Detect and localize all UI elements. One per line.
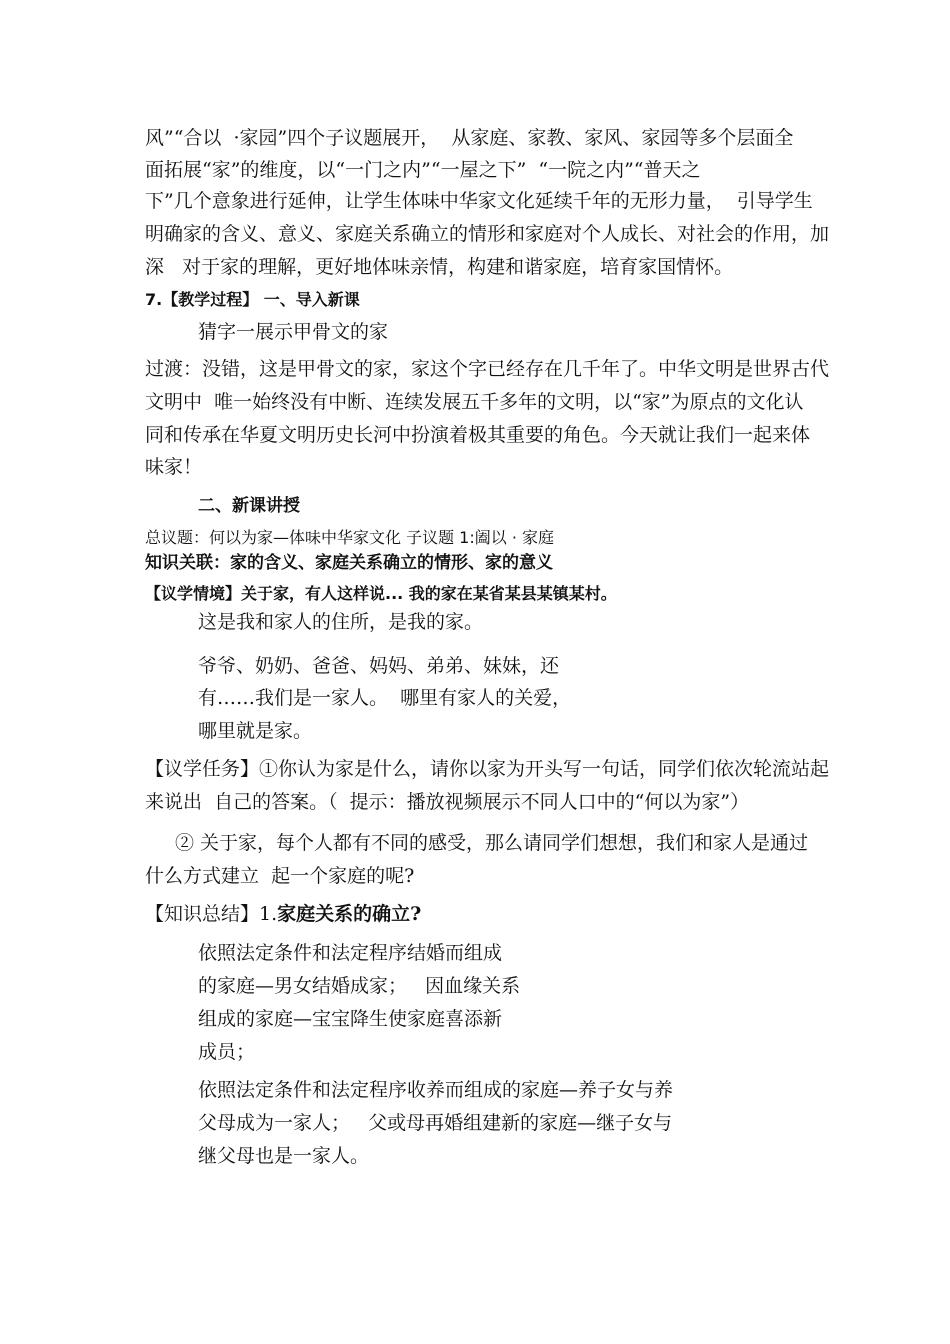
scenario-quote-4: 哪里就是家。 (198, 720, 313, 742)
task2-line-2: 什么方式建立 起一个家庭的呢? (145, 865, 415, 887)
summary-a-line-3: 组成的家庭—宝宝降生使家庭喜添新 (198, 1008, 503, 1030)
scenario-quote-1: 这是我和家人的住所，是我的家。 (198, 611, 484, 633)
task2-line-1: ② 关于家，每个人都有不同的感受，那么请同学们想想，我们和家人是通过 (175, 832, 809, 854)
intro-line-4: 明确家的含义、意义、家庭关系确立的情形和家庭对个人成长、对社会的作用，加 (145, 223, 830, 245)
summary-heading (145, 902, 421, 926)
guess-line: 猜字一展示甲骨文的家 (198, 321, 389, 343)
intro-line-3: 下”几个意象进行延伸，让学生体味中华家文化延续千年的无形力量， 引导学生 (145, 190, 813, 212)
summary-title: 家庭关系的确立? (277, 903, 422, 925)
summary-label: 【知识总结】1. (145, 903, 278, 925)
scenario-quote-3: 有……我们是一家人。 哪里有家人的关爱， (198, 687, 572, 709)
summary-b-line-1: 依照法定条件和法定程序收养而组成的家庭—养子女与养 (198, 1079, 674, 1101)
summary-a-line-2: 的家庭—男女结婚成家； 因血缘关系 (198, 975, 521, 997)
scenario-quote-2: 爷爷、奶奶、爸爸、妈妈、弟弟、妹妹，还 (198, 655, 560, 677)
intro-line-2: 面拓展“家”的维度，以“一门之内”“一屋之下” “一院之内”“普天之 (145, 159, 701, 181)
transition-line-2: 文明中 唯一始终没有中断、连续发展五千多年的文明，以“家”为原点的文化认 (145, 391, 804, 413)
transition-line-3: 同和传承在华夏文明历史长河中扮演着极其重要的角色。今天就让我们一起来体 (145, 424, 811, 446)
topic-line: 总议题：何以为家—体味中华家文化 子议题 1:阖以 · 家庭 (145, 528, 555, 547)
intro-line-1: 风”“合以 ·家园”四个子议题展开， 从家庭、家教、家风、家园等多个层面全 (145, 127, 794, 149)
section7-heading: 7.【教学过程】 一、导入新课 (145, 290, 360, 309)
transition-line-4: 味家！ (145, 456, 203, 478)
summary-b-line-3: 继父母也是一家人。 (198, 1145, 370, 1167)
transition-line-1: 过渡：没错，这是甲骨文的家，家这个字已经存在几千年了。中华文明是世界古代 (145, 358, 830, 380)
summary-a-line-1: 依照法定条件和法定程序结婚而组成 (198, 942, 503, 964)
intro-line-5: 深 对于家的理解，更好地体味亲情，构建和谐家庭，培育家国情怀。 (145, 256, 734, 278)
task-line-1: 【议学任务】①你认为家是什么，请你以家为开头写一句话，同学们依次轮流站起 (145, 758, 830, 780)
task-line-2: 来说出 自己的答案。（ 提示：播放视频展示不同人口中的“何以为家”） (145, 791, 750, 813)
summary-b-line-2: 父母成为一家人； 父或母再婚组建新的家庭—继子女与 (198, 1112, 673, 1134)
summary-a-line-4: 成员； (198, 1041, 256, 1063)
knowledge-link: 知识关联：家的含义、家庭关系确立的情形、家的意义 (145, 553, 553, 573)
scenario-line: 【议学情境】关于家，有人这样说... 我的家在某省某县某镇某村。 (145, 584, 617, 603)
new-lesson-heading: 二、新课讲授 (198, 496, 300, 516)
